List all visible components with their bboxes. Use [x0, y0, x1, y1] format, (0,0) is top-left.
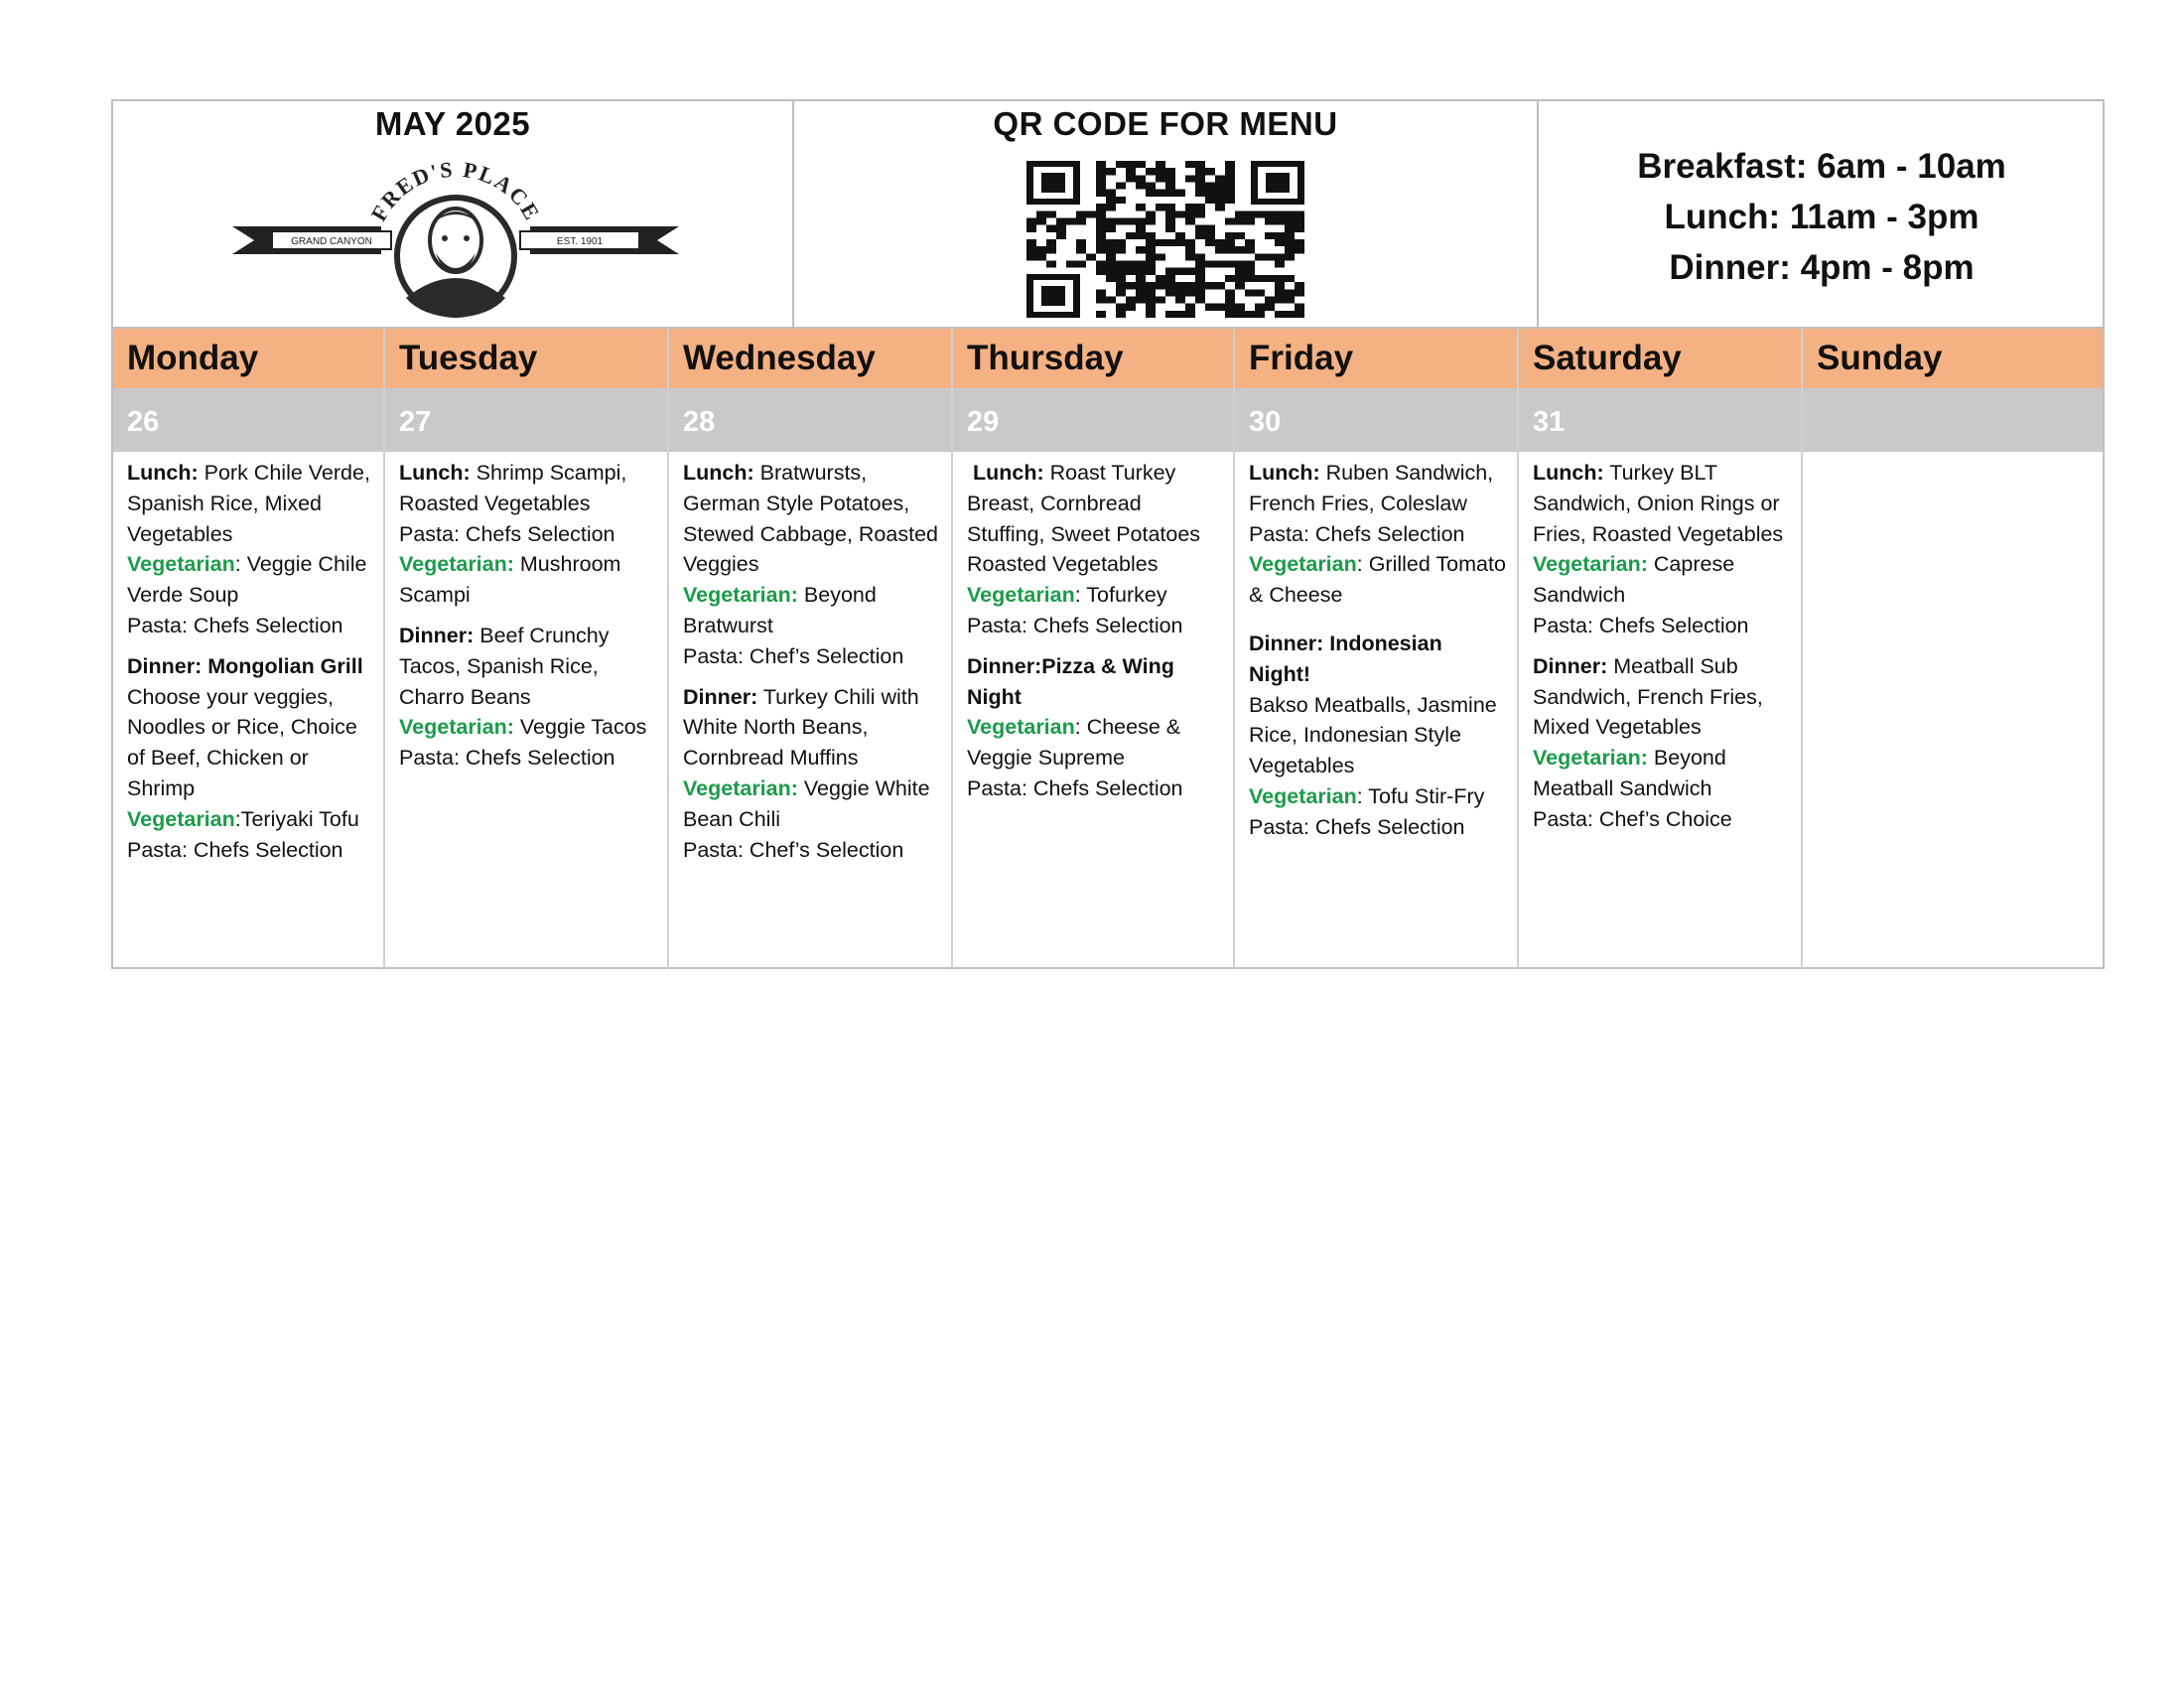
weekday-header-row	[113, 329, 2103, 388]
date-cell: 30	[1235, 388, 1519, 452]
day-header-saturday: Saturday	[1519, 329, 1803, 388]
menu-cell-tuesday	[385, 452, 669, 969]
qr-code-icon[interactable]	[1026, 161, 1304, 318]
day-header-wednesday: Wednesday	[669, 329, 953, 388]
date-cell: 27	[385, 388, 669, 452]
svg-text:EST. 1901: EST. 1901	[556, 236, 604, 247]
menu-content-row	[113, 452, 2103, 969]
month-title: MAY 2025	[374, 105, 531, 142]
date-cell: 26	[113, 388, 385, 452]
dinner-block: Dinner:Pizza & Wing Night Vegetarian: Cheese & Veggie Supreme Pasta: Chefs Selection	[967, 653, 1183, 800]
day-header-tuesday: Tuesday	[385, 329, 669, 388]
day-header-friday: Friday	[1235, 329, 1519, 388]
menu-cell-sunday	[1803, 452, 2105, 969]
dinner-hours: Dinner: 4pm - 8pm	[1669, 248, 1975, 287]
dinner-block: Dinner: Indonesian Night! Bakso Meatballs, Jasmine Rice, Indonesian Style Vegetables Vegetarian: Tofu Stir-Fry Pasta: Chefs Selection	[1249, 631, 1497, 839]
lunch-block: Lunch: Ruben Sandwich, French Fries, Coleslaw Pasta: Chefs Selection Vegetarian: Grilled Tomato & Cheese	[1249, 461, 1506, 608]
day-header-thursday: Thursday	[953, 329, 1235, 388]
breakfast-hours: Breakfast: 6am - 10am	[1637, 147, 2006, 186]
lunch-hours: Lunch: 11am - 3pm	[1664, 198, 1979, 236]
date-cell	[1803, 388, 2105, 452]
date-cell: 31	[1519, 388, 1803, 452]
meal-hours	[1539, 141, 2105, 293]
month-cell	[113, 101, 794, 327]
lunch-block: Lunch: Turkey BLT Sandwich, Onion Rings or Fries, Roasted Vegetables Vegetarian: Caprese Sandwich Pasta: Chefs Selection	[1533, 461, 1784, 637]
menu-cell-monday	[113, 452, 385, 969]
menu-calendar	[111, 99, 2105, 969]
day-header-sunday: Sunday	[1817, 339, 1943, 377]
dinner-block: Dinner: Mongolian Grill Choose your veggies, Noodles or Rice, Choice of Beef, Chicken or Shrimp Vegetarian:Teriyaki Tofu Pasta: Chefs Selection	[127, 653, 363, 862]
menu-cell-wednesday	[669, 452, 953, 969]
lunch-block: Lunch: Bratwursts, German Style Potatoes, Stewed Cabbage, Roasted Veggies Vegetarian: Beyond Bratwurst Pasta: Chef’s Selection	[683, 461, 938, 668]
qr-title: QR CODE FOR MENU	[993, 105, 1338, 142]
date-row	[113, 388, 2103, 452]
lunch-block: Lunch: Shrimp Scampi, Roasted Vegetables Pasta: Chefs Selection Vegetarian: Mushroom Scampi	[399, 461, 627, 608]
freds-place-logo	[232, 159, 679, 318]
dinner-block: Dinner: Beef Crunchy Tacos, Spanish Rice, Charro Beans Vegetarian: Veggie Tacos Pasta: Chefs Selection	[399, 623, 647, 771]
svg-text:GRAND CANYON: GRAND CANYON	[291, 236, 372, 247]
header-row	[113, 101, 2103, 329]
date-cell: 29	[953, 388, 1235, 452]
menu-cell-saturday	[1519, 452, 1803, 969]
dinner-block: Dinner: Turkey Chili with White North Beans, Cornbread Muffins Vegetarian: Veggie White Bean Chili Pasta: Chef’s Selection	[683, 684, 930, 862]
dinner-block: Dinner: Meatball Sub Sandwich, French Fries, Mixed Vegetables Vegetarian: Beyond Meatball Sandwich Pasta: Chef’s Choice	[1533, 653, 1763, 831]
lunch-block: Lunch: Pork Chile Verde, Spanish Rice, Mixed Vegetables Vegetarian: Veggie Chile Verde Soup Pasta: Chefs Selection	[127, 461, 370, 637]
lunch-block: Lunch: Roast Turkey Breast, Cornbread Stuffing, Sweet Potatoes Roasted Vegetables Vegetarian: Tofurkey Pasta: Chefs Selection	[967, 461, 1201, 637]
day-header-monday: Monday	[113, 329, 385, 388]
menu-cell-thursday	[953, 452, 1235, 969]
date-cell: 28	[669, 388, 953, 452]
svg-text:FRED'S PLACE: FRED'S PLACE	[365, 159, 546, 225]
menu-cell-friday	[1235, 452, 1519, 969]
qr-cell	[794, 101, 1539, 327]
hours-cell	[1539, 101, 2105, 327]
